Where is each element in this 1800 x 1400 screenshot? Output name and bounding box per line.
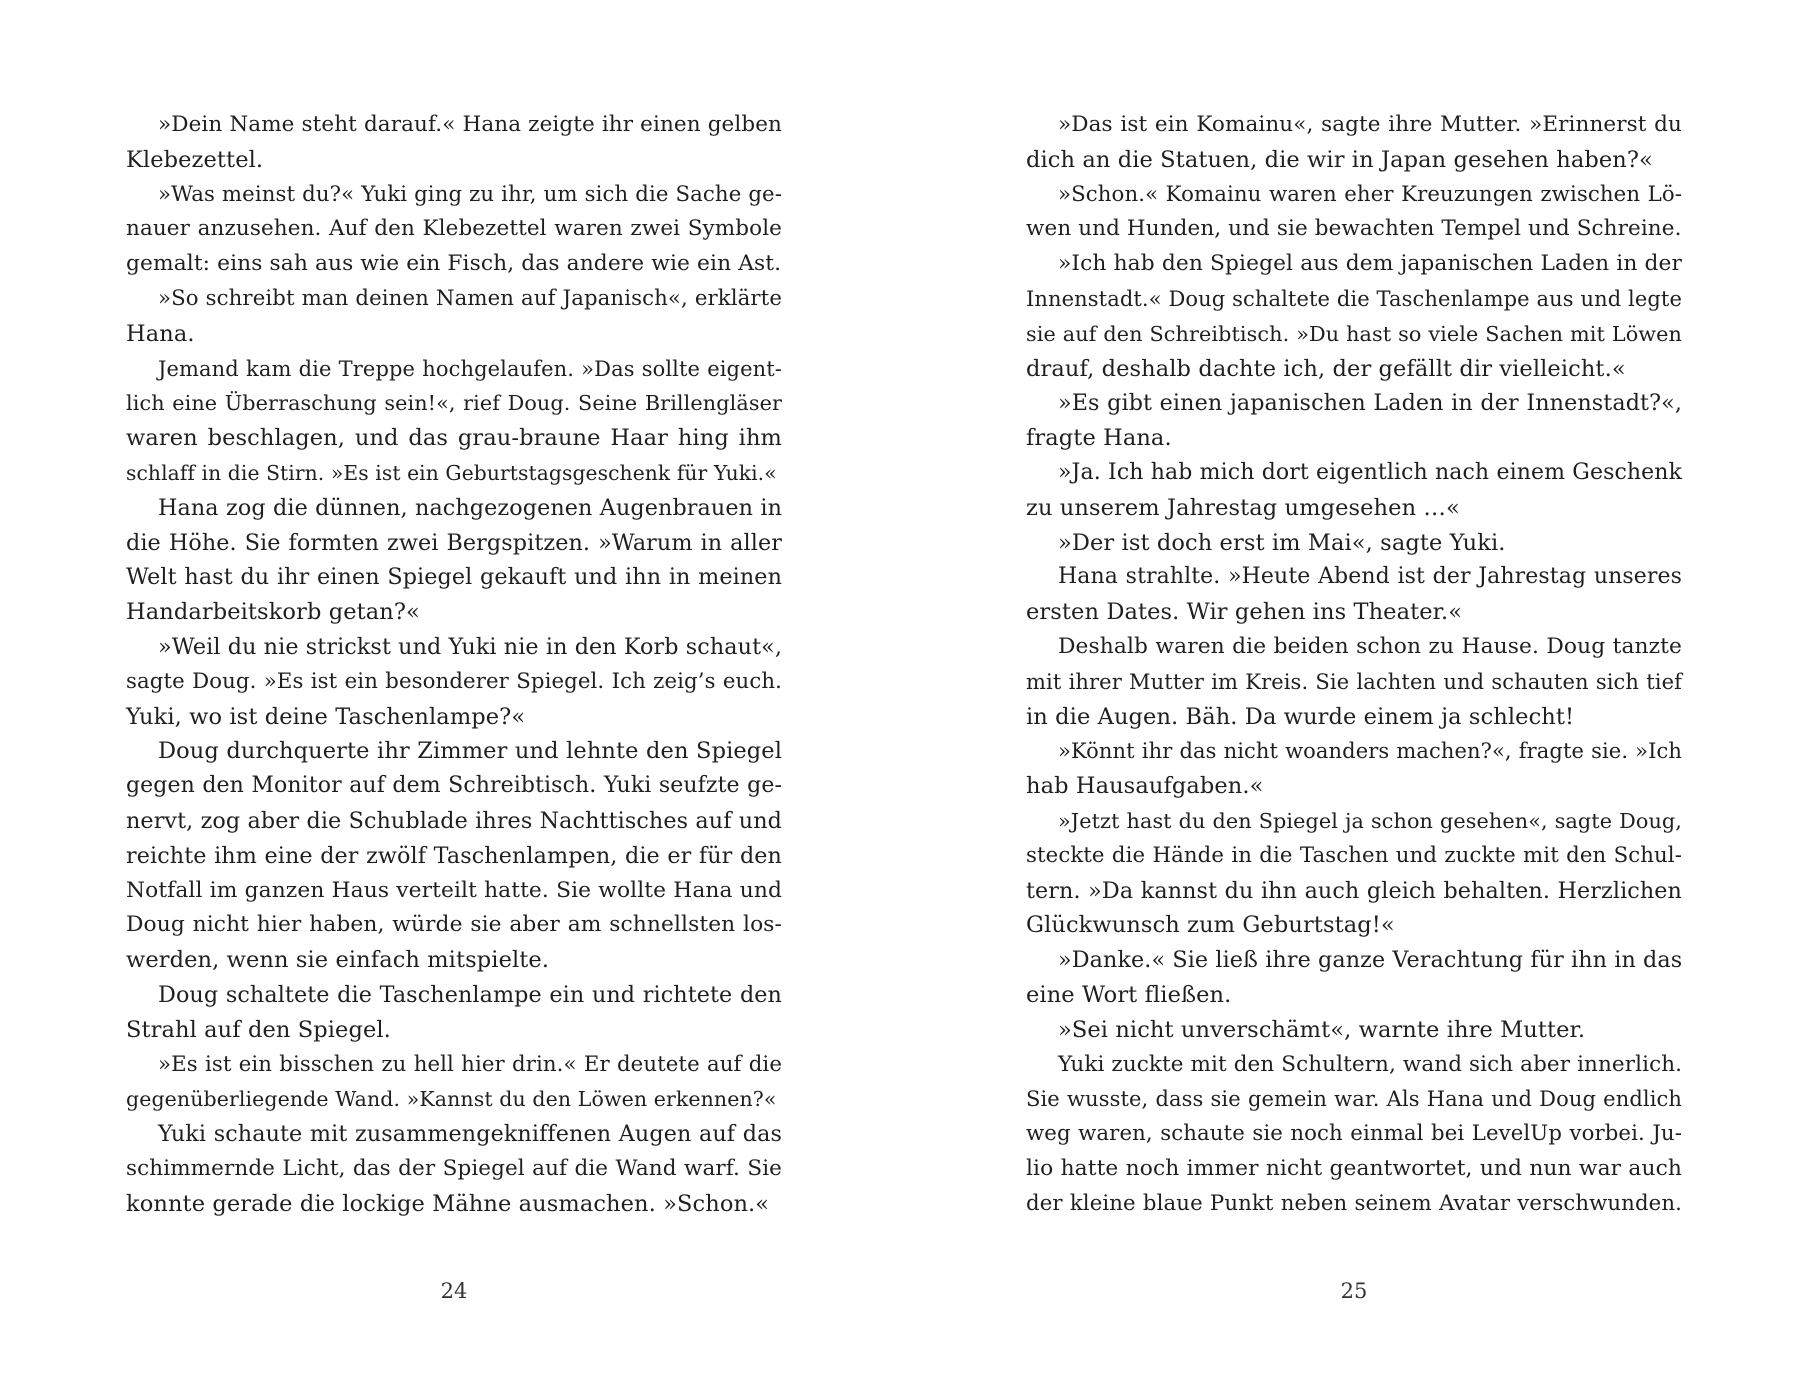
text-line: der kleine blaue Punkt neben seinem Avatar verschwunden.	[1026, 1190, 1682, 1216]
text-line: »Jetzt hast du den Spiegel ja schon gesehen«, sagte Doug,	[1058, 808, 1682, 833]
text-line: Doug nicht hier haben, würde sie aber am schnellsten los-	[126, 912, 782, 938]
text-line: sagte Doug. »Es ist ein besonderer Spiegel. Ich zeig’s euch.	[126, 668, 782, 694]
text-line: Deshalb waren die beiden schon zu Hause. Doug tanzte	[1058, 633, 1682, 659]
text-line: Hana.	[126, 320, 195, 347]
text-line: gegen den Monitor auf dem Schreibtisch. Yuki seufzte ge-	[126, 773, 782, 799]
text-line: mit ihrer Mutter im Kreis. Sie lachten und schauten sich tief	[1026, 669, 1682, 694]
text-line: »So schreibt man deinen Namen auf Japanisch«, erklärte	[158, 285, 782, 311]
text-line: steckte die Hände in die Taschen und zuckte mit den Schul-	[1026, 842, 1682, 868]
text-line: waren beschlagen, und das grau-braune Haar hing ihm	[126, 425, 782, 452]
text-line: »Weil du nie strickst und Yuki nie in den Korb schaut«,	[158, 633, 783, 660]
text-line: zu unserem Jahrestag umgesehen …«	[1026, 494, 1460, 521]
left-page-number: 24	[440, 1279, 468, 1303]
left-page-text	[126, 108, 782, 1222]
text-line: Notfall im ganzen Haus verteilt hatte. Sie wollte Hana und	[126, 877, 782, 903]
text-line: konnte gerade die lockige Mähne ausmachen. »Schon.«	[126, 1190, 770, 1217]
text-line: eine Wort fließen.	[1026, 981, 1232, 1008]
text-line: Klebezettel.	[126, 146, 264, 173]
text-line: »Sei nicht unverschämt«, warnte ihre Mutter.	[1058, 1016, 1586, 1043]
text-line: Jemand kam die Treppe hochgelaufen. »Das sollte eigent-	[158, 356, 782, 381]
text-line: »Dein Name steht darauf.« Hana zeigte ihr einen gelben	[158, 112, 782, 137]
text-line: Hana strahlte. »Heute Abend ist der Jahrestag unseres	[1058, 564, 1682, 590]
text-line: Welt hast du ihr einen Spiegel gekauft und ihn in meinen	[126, 564, 782, 591]
text-line: gegenüberliegende Wand. »Kannst du den Löwen erkennen?«	[126, 1087, 777, 1112]
text-line: nervt, zog aber die Schublade ihres Nachttisches auf und	[126, 807, 782, 834]
text-line: »Es gibt einen japanischen Laden in der Innenstadt?«,	[1058, 390, 1682, 417]
text-line: Yuki, wo ist deine Taschenlampe?«	[126, 703, 526, 730]
text-line: Yuki zuckte mit den Schultern, wand sich aber innerlich.	[1058, 1051, 1683, 1077]
text-line: werden, wenn sie einfach mitspielte.	[126, 947, 550, 974]
right-page-text	[1026, 108, 1682, 1222]
text-line: gemalt: eins sah aus wie ein Fisch, das andere wie ein Ast.	[126, 251, 782, 277]
text-line: Hana zog die dünnen, nachgezogenen Augenbrauen in	[158, 494, 782, 521]
text-line: »Ich hab den Spiegel aus dem japanischen Laden in der	[1058, 251, 1682, 277]
text-line: »Ja. Ich hab mich dort eigentlich nach einem Geschenk	[1058, 459, 1682, 485]
text-line: nauer anzusehen. Auf den Klebezettel waren zwei Symbole	[126, 216, 782, 242]
text-line: in die Augen. Bäh. Da wurde einem ja schlecht!	[1026, 703, 1575, 730]
text-line: hab Hausaufgaben.«	[1026, 773, 1264, 800]
text-line: Innenstadt.« Doug schaltete die Taschenlampe aus und legte	[1026, 286, 1682, 311]
text-line: »Das ist ein Komainu«, sagte ihre Mutter. »Erinnerst du	[1058, 112, 1682, 137]
text-line: schlaff in die Stirn. »Es ist ein Geburtstagsgeschenk für Yuki.«	[126, 460, 777, 485]
text-line: »Danke.« Sie ließ ihre ganze Verachtung für ihn in das	[1058, 947, 1683, 974]
text-line: ersten Dates. Wir gehen ins Theater.«	[1026, 599, 1463, 626]
text-line: Strahl auf den Spiegel.	[126, 1016, 391, 1043]
text-line: wen und Hunden, und sie bewachten Tempel und Schreine.	[1026, 216, 1682, 242]
text-line: »Es ist ein bisschen zu hell hier drin.« Er deutete auf die	[158, 1051, 782, 1077]
text-line: dich an die Statuen, die wir in Japan gesehen haben?«	[1026, 146, 1653, 173]
text-line: lio hatte noch immer nicht geantwortet, und nun war auch	[1026, 1155, 1682, 1181]
text-line: Yuki schaute mit zusammengekniffenen Augen auf das	[158, 1121, 782, 1148]
text-line: Doug schaltete die Taschenlampe ein und richtete den	[158, 981, 782, 1008]
text-line: schimmernde Licht, das der Spiegel auf die Wand warf. Sie	[126, 1155, 782, 1181]
text-line: die Höhe. Sie formten zwei Bergspitzen. »Warum in aller	[126, 529, 782, 556]
right-page-number: 25	[1340, 1279, 1368, 1303]
right-page	[900, 0, 1800, 1400]
text-line: fragte Hana.	[1026, 425, 1172, 452]
text-line: drauf, deshalb dachte ich, der gefällt dir vielleicht.«	[1026, 355, 1626, 382]
text-line: »Der ist doch erst im Mai«, sagte Yuki.	[1058, 529, 1506, 556]
text-line: tern. »Da kannst du ihn auch gleich behalten. Herzlichen	[1026, 877, 1682, 904]
text-line: Doug durchquerte ihr Zimmer und lehnte den Spiegel	[158, 738, 782, 765]
text-line: Glückwunsch zum Geburtstag!«	[1026, 912, 1395, 939]
text-line: sie auf den Schreibtisch. »Du hast so viele Sachen mit Löwen	[1026, 321, 1682, 346]
text-line: Sie wusste, dass sie gemein war. Als Hana und Doug endlich	[1026, 1087, 1682, 1112]
text-line: reichte ihm eine der zwölf Taschenlampen, die er für den	[126, 842, 782, 869]
text-line: »Schon.« Komainu waren eher Kreuzungen zwischen Lö-	[1058, 181, 1682, 207]
text-line: »Was meinst du?« Yuki ging zu ihr, um sich die Sache ge-	[158, 181, 782, 207]
text-line: »Könnt ihr das nicht woanders machen?«, fragte sie. »Ich	[1058, 739, 1682, 764]
text-line: weg waren, schaute sie noch einmal bei LevelUp vorbei. Ju-	[1026, 1121, 1682, 1147]
text-line: lich eine Überraschung sein!«, rief Doug. Seine Brillengläser	[126, 391, 782, 416]
text-line: Handarbeitskorb getan?«	[126, 599, 420, 626]
